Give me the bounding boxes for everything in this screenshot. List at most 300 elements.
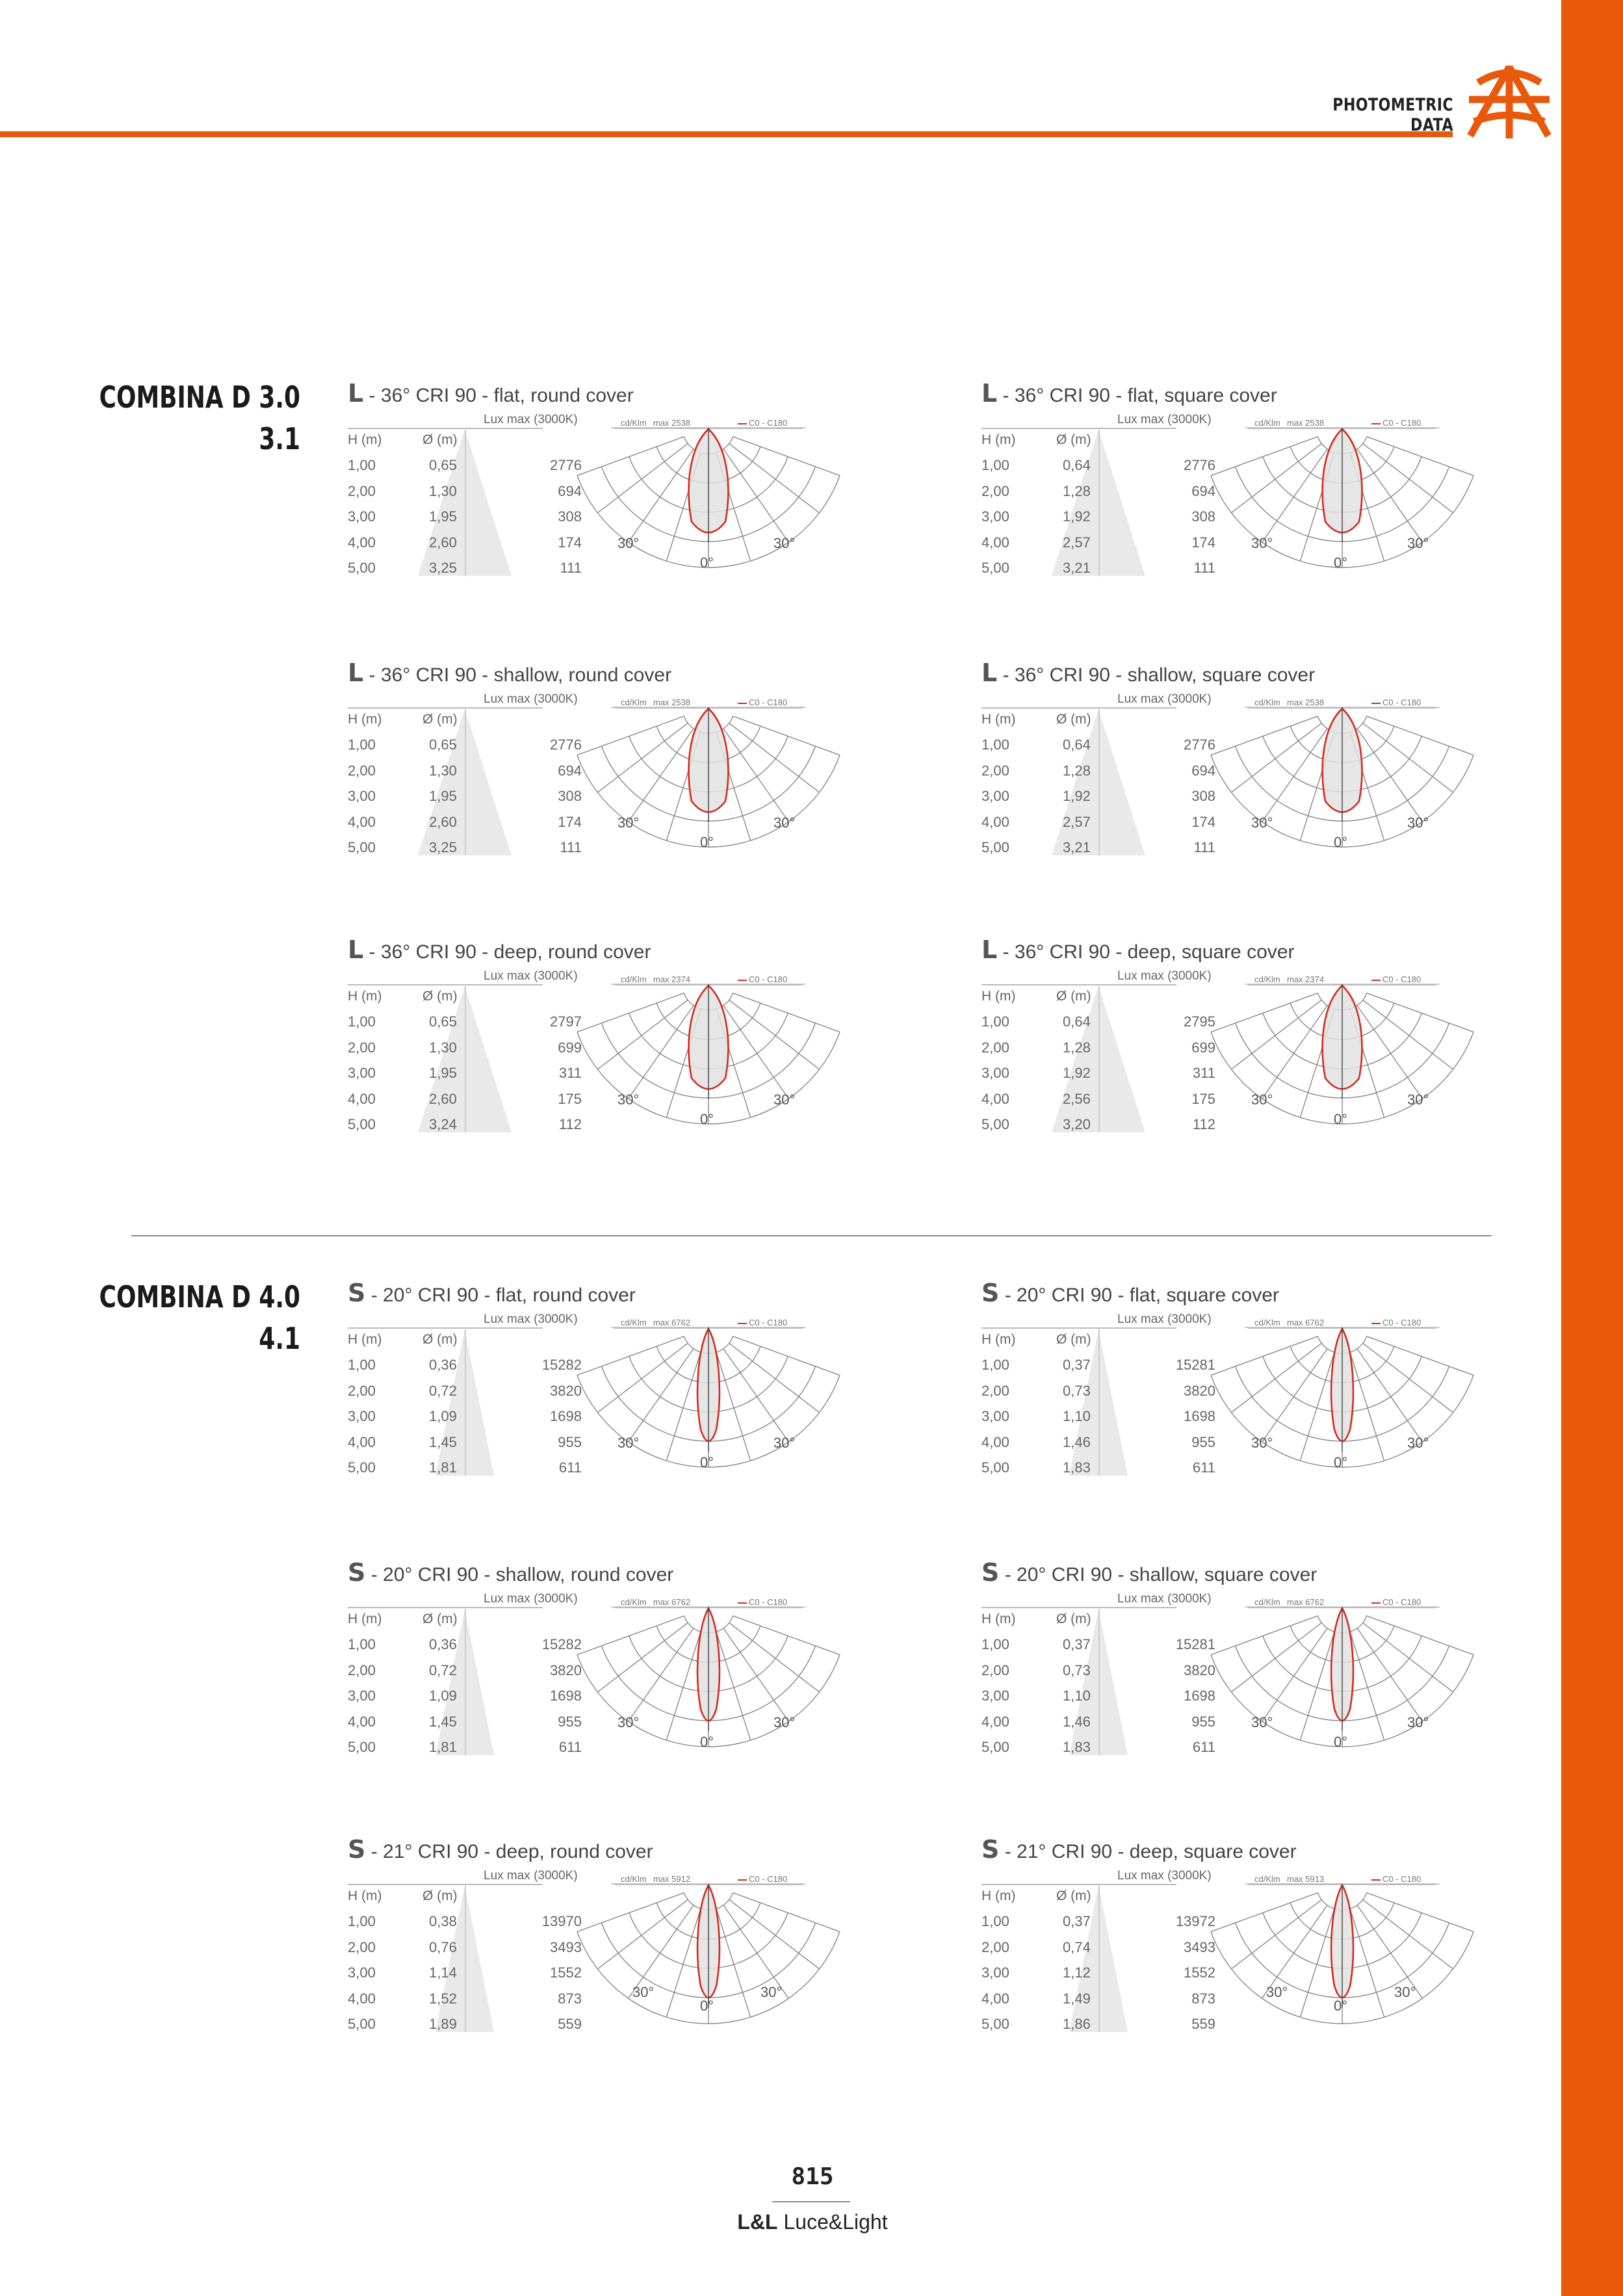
height-value: 4,00 xyxy=(981,1713,1009,1730)
polar-grid-ray xyxy=(1231,723,1321,792)
height-value: 1,00 xyxy=(981,457,1009,473)
table-header-rule xyxy=(981,1327,1176,1329)
col-height-header: H (m) xyxy=(981,1888,1016,1903)
cdklm-label: cd/Klm xyxy=(1254,1318,1280,1327)
cdklm-label: cd/Klm xyxy=(621,418,647,428)
table-row xyxy=(348,1913,582,1938)
height-value: 1,00 xyxy=(348,1636,376,1652)
legend xyxy=(1371,698,1421,707)
polar-grid-ray xyxy=(1357,729,1422,822)
table-row xyxy=(348,1688,582,1713)
polar-grid-ray xyxy=(733,1616,840,1655)
brand-name: Luce&Light xyxy=(777,2210,888,2234)
angle-bottom-label: 0° xyxy=(700,1111,714,1127)
table-row xyxy=(348,839,582,865)
height-value: 4,00 xyxy=(348,1433,376,1450)
lux-value: 694 xyxy=(1191,482,1215,499)
table-header-rule xyxy=(348,707,543,709)
col-diameter-header: Ø (m) xyxy=(1056,1332,1091,1347)
lux-value: 311 xyxy=(1192,1065,1215,1081)
cdklm-label: cd/Klm xyxy=(621,974,647,984)
table-row xyxy=(981,2016,1215,2041)
table-header-rule xyxy=(981,984,1176,985)
height-value: 2,00 xyxy=(981,1938,1009,1955)
height-value: 1,00 xyxy=(981,1357,1009,1373)
legend-label: C0 - C180 xyxy=(749,1597,788,1607)
lux-value: 2776 xyxy=(550,737,582,753)
table-row xyxy=(981,1116,1215,1141)
table-row xyxy=(981,788,1215,813)
legend-line-icon xyxy=(738,1602,747,1604)
panel-title xyxy=(981,379,1277,408)
diameter-value: 0,65 xyxy=(429,1013,457,1030)
angle-bottom-label: 0° xyxy=(700,1998,714,2014)
polar-grid-ray xyxy=(1231,1343,1321,1413)
angle-right-label: 30° xyxy=(1407,1714,1429,1730)
polar-grid-ray xyxy=(597,1899,688,1969)
lux-value: 3820 xyxy=(550,1382,582,1399)
height-value: 1,00 xyxy=(348,1913,376,1929)
lux-value: 955 xyxy=(1191,1713,1215,1730)
col-diameter-header: Ø (m) xyxy=(422,1332,458,1347)
polar-grid-ray xyxy=(1262,449,1327,542)
table-row xyxy=(348,1383,582,1408)
panel-title-text: - 21° CRI 90 - deep, round cover xyxy=(365,1841,653,1862)
height-value: 3,00 xyxy=(981,788,1009,804)
diameter-value: 1,83 xyxy=(1063,1459,1091,1476)
polar-grid-ray xyxy=(629,1349,694,1442)
angle-left-label: 30° xyxy=(617,815,640,831)
lux-value: 174 xyxy=(558,534,582,551)
height-value: 4,00 xyxy=(348,813,376,830)
lux-value: 694 xyxy=(1191,762,1215,779)
height-value: 4,00 xyxy=(348,534,376,551)
angle-bottom-label: 0° xyxy=(1334,554,1348,571)
beam-code: L xyxy=(981,379,998,408)
legend xyxy=(738,698,787,707)
table-row xyxy=(348,1357,582,1382)
diameter-value: 0,73 xyxy=(1063,1382,1091,1399)
photometric-panel xyxy=(348,1835,803,2050)
table-row xyxy=(348,2016,582,2041)
table-header-rule xyxy=(981,428,1176,429)
angle-bottom-label: 0° xyxy=(1334,834,1348,850)
panel-title-text: - 36° CRI 90 - flat, round cover xyxy=(363,385,634,406)
polar-grid-ray xyxy=(1367,437,1474,476)
polar-grid-ray xyxy=(597,1623,688,1692)
max-intensity: max 6762 xyxy=(1287,1318,1325,1327)
diameter-value: 0,65 xyxy=(429,457,457,473)
polar-grid-ray xyxy=(729,723,820,792)
panel-title-text: - 20° CRI 90 - shallow, square cover xyxy=(999,1564,1318,1585)
diameter-value: 1,92 xyxy=(1063,508,1091,525)
cdklm-label: cd/Klm xyxy=(1254,974,1280,984)
legend-label: C0 - C180 xyxy=(1383,1597,1422,1607)
beam-code: S xyxy=(348,1279,366,1307)
max-intensity: max 6762 xyxy=(653,1318,691,1327)
polar-grid-ray xyxy=(577,993,684,1032)
angle-left-label: 30° xyxy=(632,1984,655,2000)
table-row xyxy=(348,1434,582,1459)
col-diameter-header: Ø (m) xyxy=(422,432,458,447)
diameter-value: 1,14 xyxy=(429,1964,457,1981)
lux-value: 15282 xyxy=(541,1357,582,1373)
angle-bottom-label: 0° xyxy=(1334,1998,1348,2014)
polar-grid-ray xyxy=(1363,1343,1453,1413)
table-row xyxy=(348,1459,582,1485)
angle-bottom-label: 0° xyxy=(700,554,714,571)
angle-right-label: 30° xyxy=(1407,1091,1429,1108)
polar-grid-ray xyxy=(1363,1899,1453,1969)
legend-line-icon xyxy=(1371,980,1381,981)
col-diameter-header: Ø (m) xyxy=(422,1611,458,1626)
diameter-value: 2,56 xyxy=(1063,1090,1091,1107)
height-value: 4,00 xyxy=(981,1090,1009,1107)
beam-code: S xyxy=(981,1279,1000,1307)
table-row xyxy=(981,1383,1215,1408)
table-row xyxy=(981,1990,1215,2016)
table-row xyxy=(348,534,582,560)
table-header-rule xyxy=(348,1884,543,1885)
col-height-header: H (m) xyxy=(981,712,1016,727)
height-value: 4,00 xyxy=(981,534,1009,551)
table-row xyxy=(348,1714,582,1739)
lux-value: 1698 xyxy=(1184,1688,1215,1704)
table-row xyxy=(348,763,582,788)
lux-max-header: Lux max (3000K) xyxy=(484,969,578,983)
photometric-panel xyxy=(348,1279,803,1493)
polar-grid-ray xyxy=(1211,993,1318,1032)
polar-grid-ray xyxy=(1367,1337,1474,1376)
diameter-value: 2,57 xyxy=(1063,813,1091,830)
col-diameter-header: Ø (m) xyxy=(422,1888,458,1903)
legend-line-icon xyxy=(738,1879,747,1881)
height-value: 5,00 xyxy=(348,1459,376,1476)
table-row xyxy=(981,737,1215,762)
lux-value: 1698 xyxy=(550,1408,582,1424)
cdklm-label: cd/Klm xyxy=(621,1597,647,1607)
height-value: 4,00 xyxy=(348,1990,376,2007)
angle-bottom-label: 0° xyxy=(700,1454,714,1470)
legend xyxy=(1371,1874,1421,1884)
max-intensity: max 5912 xyxy=(653,1874,691,1884)
polar-grid-ray xyxy=(1262,729,1327,822)
panel-title-text: - 36° CRI 90 - shallow, square cover xyxy=(997,664,1316,686)
lux-max-header: Lux max (3000K) xyxy=(1117,969,1212,983)
height-value: 5,00 xyxy=(348,1116,376,1132)
table-row xyxy=(981,1739,1215,1764)
lux-value: 2797 xyxy=(550,1013,582,1030)
lux-value: 1552 xyxy=(1184,1964,1215,1981)
polar-grid-ray xyxy=(729,443,820,513)
beam-code: L xyxy=(348,935,364,964)
polar-grid-ray xyxy=(1363,1000,1453,1069)
lux-value: 308 xyxy=(558,508,582,525)
panel-title xyxy=(981,1279,1279,1307)
polar-grid-ray xyxy=(729,1899,820,1969)
table-row xyxy=(981,1662,1215,1688)
table-row xyxy=(348,508,582,534)
lux-value: 559 xyxy=(1191,2016,1215,2032)
angle-right-label: 30° xyxy=(1407,1435,1429,1451)
legend xyxy=(1371,418,1421,428)
angle-bottom-label: 0° xyxy=(1334,1111,1348,1127)
height-value: 3,00 xyxy=(981,1408,1009,1424)
legend-label: C0 - C180 xyxy=(1383,698,1422,707)
panel-title-text: - 20° CRI 90 - flat, round cover xyxy=(365,1285,636,1306)
lux-value: 308 xyxy=(1191,788,1215,804)
legend-label: C0 - C180 xyxy=(1383,418,1422,428)
lux-value: 15282 xyxy=(541,1636,582,1652)
angle-right-label: 30° xyxy=(773,1714,796,1730)
height-value: 2,00 xyxy=(981,1039,1009,1056)
cdklm-label: cd/Klm xyxy=(1254,1874,1280,1884)
height-value: 4,00 xyxy=(981,1433,1009,1450)
polar-grid-ray xyxy=(1262,1349,1327,1442)
lux-value: 2776 xyxy=(1184,457,1215,473)
diameter-value: 1,81 xyxy=(429,1459,457,1476)
angle-right-label: 30° xyxy=(773,535,796,551)
height-value: 5,00 xyxy=(981,560,1009,576)
diameter-value: 0,64 xyxy=(1063,1013,1091,1030)
lux-value: 311 xyxy=(558,1065,582,1081)
angle-right-label: 30° xyxy=(773,1435,796,1451)
photometric-panel xyxy=(348,379,803,594)
lux-max-header: Lux max (3000K) xyxy=(1117,1312,1212,1326)
angle-left-label: 30° xyxy=(1251,1714,1273,1730)
page-header-title: PHOTOMETRIC DATA xyxy=(1332,95,1453,135)
height-value: 4,00 xyxy=(981,1990,1009,2007)
col-height-header: H (m) xyxy=(981,989,1016,1004)
polar-grid-ray xyxy=(1357,1006,1422,1099)
polar-grid-ray xyxy=(629,1006,694,1099)
table-row xyxy=(348,1091,582,1116)
height-value: 4,00 xyxy=(981,813,1009,830)
max-intensity: max 6762 xyxy=(1287,1597,1325,1607)
legend-line-icon xyxy=(1371,1602,1381,1604)
cdklm-label: cd/Klm xyxy=(621,1874,647,1884)
table-row xyxy=(981,508,1215,534)
polar-grid-ray xyxy=(629,729,694,822)
table-row xyxy=(348,457,582,482)
angle-bottom-label: 0° xyxy=(1334,1454,1348,1470)
table-row xyxy=(981,1434,1215,1459)
col-diameter-header: Ø (m) xyxy=(1056,1888,1091,1903)
table-header-rule xyxy=(348,984,543,985)
side-accent-bar xyxy=(1561,0,1623,2296)
legend-line-icon xyxy=(738,1323,747,1324)
diameter-value: 1,81 xyxy=(429,1739,457,1755)
diameter-value: 2,60 xyxy=(429,813,457,830)
diameter-value: 0,65 xyxy=(429,737,457,753)
angle-right-label: 30° xyxy=(1394,1984,1416,2000)
max-intensity: max 5913 xyxy=(1287,1874,1325,1884)
table-row xyxy=(981,1357,1215,1382)
height-value: 5,00 xyxy=(348,839,376,855)
polar-grid-ray xyxy=(1367,1893,1474,1932)
height-value: 3,00 xyxy=(981,1964,1009,1981)
diameter-value: 1,95 xyxy=(429,508,457,525)
height-value: 3,00 xyxy=(981,1065,1009,1081)
legend xyxy=(738,1597,787,1607)
diameter-value: 0,72 xyxy=(429,1662,457,1678)
angle-left-label: 30° xyxy=(617,535,640,551)
height-value: 5,00 xyxy=(348,2016,376,2032)
diameter-value: 1,28 xyxy=(1063,482,1091,499)
beam-code: L xyxy=(981,935,998,964)
table-row xyxy=(348,1739,582,1764)
legend-label: C0 - C180 xyxy=(1383,1874,1422,1884)
diameter-value: 1,83 xyxy=(1063,1739,1091,1755)
table-row xyxy=(348,1990,582,2016)
angle-left-label: 30° xyxy=(617,1435,640,1451)
legend xyxy=(738,418,787,428)
height-value: 3,00 xyxy=(348,788,376,804)
table-row xyxy=(348,560,582,585)
angle-right-label: 30° xyxy=(1407,815,1429,831)
lux-value: 873 xyxy=(1191,1990,1215,2007)
diameter-value: 1,92 xyxy=(1063,788,1091,804)
polar-grid-ray xyxy=(577,1893,684,1932)
brand-initials: L&L xyxy=(737,2210,778,2234)
panel-title xyxy=(981,1558,1317,1587)
legend xyxy=(738,1874,787,1884)
polar-grid-ray xyxy=(577,1337,684,1376)
cdklm-label: cd/Klm xyxy=(621,698,647,707)
lux-value: 111 xyxy=(560,560,582,576)
height-value: 3,00 xyxy=(348,1964,376,1981)
max-intensity: max 2374 xyxy=(1287,974,1325,984)
table-header-rule xyxy=(348,428,543,429)
height-value: 1,00 xyxy=(348,737,376,753)
footer-rule xyxy=(772,2201,850,2202)
polar-grid-ray xyxy=(733,437,840,476)
height-value: 1,00 xyxy=(348,1013,376,1030)
lux-value: 559 xyxy=(558,2016,582,2032)
diameter-value: 1,95 xyxy=(429,788,457,804)
panel-title xyxy=(981,935,1294,964)
lux-value: 873 xyxy=(558,1990,582,2007)
lux-value: 694 xyxy=(558,762,582,779)
table-row xyxy=(981,1964,1215,1990)
panel-title xyxy=(348,1835,653,1864)
lux-value: 2795 xyxy=(1184,1013,1215,1030)
lux-value: 174 xyxy=(1191,534,1215,551)
legend xyxy=(738,974,787,984)
lux-value: 111 xyxy=(1193,839,1215,855)
col-diameter-header: Ø (m) xyxy=(1056,989,1091,1004)
beam-code: S xyxy=(981,1835,1000,1864)
legend-line-icon xyxy=(1371,423,1381,424)
panel-title xyxy=(348,379,634,408)
photometric-panel xyxy=(981,659,1436,873)
angle-left-label: 30° xyxy=(617,1091,640,1108)
diameter-value: 2,60 xyxy=(429,1090,457,1107)
angle-left-label: 30° xyxy=(1266,1984,1288,2000)
polar-grid-ray xyxy=(1211,1337,1318,1376)
height-value: 3,00 xyxy=(348,1065,376,1081)
polar-grid-ray xyxy=(723,449,788,542)
section-title xyxy=(97,376,300,460)
legend xyxy=(1371,1597,1421,1607)
col-diameter-header: Ø (m) xyxy=(1056,712,1091,727)
table-header-rule xyxy=(348,1327,543,1329)
lux-value: 955 xyxy=(1191,1433,1215,1450)
table-row xyxy=(348,1408,582,1433)
table-row xyxy=(981,560,1215,585)
polar-grid-ray xyxy=(1231,443,1321,513)
lux-max-header: Lux max (3000K) xyxy=(1117,1592,1212,1606)
col-height-header: H (m) xyxy=(348,1888,382,1903)
polar-grid-ray xyxy=(723,1006,788,1099)
polar-grid-ray xyxy=(1211,1893,1318,1932)
legend-label: C0 - C180 xyxy=(1383,1318,1422,1327)
table-row xyxy=(981,1408,1215,1433)
legend-label: C0 - C180 xyxy=(749,974,788,984)
table-header-rule xyxy=(981,707,1176,709)
lux-value: 111 xyxy=(560,839,582,855)
col-height-header: H (m) xyxy=(981,432,1016,447)
lux-value: 1698 xyxy=(1184,1408,1215,1424)
table-row xyxy=(981,1091,1215,1116)
legend-label: C0 - C180 xyxy=(749,418,788,428)
diameter-value: 0,64 xyxy=(1063,457,1091,473)
cdklm-label: cd/Klm xyxy=(1254,1597,1280,1607)
legend xyxy=(1371,974,1421,984)
lux-value: 611 xyxy=(1192,1459,1215,1476)
lux-value: 3493 xyxy=(1184,1938,1215,1955)
polar-grid-ray xyxy=(629,1628,694,1721)
max-intensity: max 2538 xyxy=(653,418,691,428)
col-diameter-header: Ø (m) xyxy=(1056,432,1091,447)
height-value: 3,00 xyxy=(348,1408,376,1424)
col-height-header: H (m) xyxy=(348,432,382,447)
angle-bottom-label: 0° xyxy=(700,1734,714,1750)
table-row xyxy=(981,534,1215,560)
panel-title-text: - 36° CRI 90 - deep, round cover xyxy=(363,941,651,963)
height-value: 3,00 xyxy=(981,1688,1009,1704)
height-value: 5,00 xyxy=(981,839,1009,855)
polar-grid-ray xyxy=(597,723,688,792)
height-value: 4,00 xyxy=(348,1713,376,1730)
diameter-value: 0,64 xyxy=(1063,737,1091,753)
lux-value: 1552 xyxy=(550,1964,582,1981)
polar-grid-ray xyxy=(1231,1623,1321,1692)
table-row xyxy=(981,839,1215,865)
polar-grid-ray xyxy=(1367,993,1474,1032)
height-value: 5,00 xyxy=(348,560,376,576)
table-row xyxy=(348,1662,582,1688)
lux-value: 111 xyxy=(1193,560,1215,576)
polar-grid-ray xyxy=(729,1343,820,1413)
polar-grid-ray xyxy=(723,1349,788,1442)
lux-value: 699 xyxy=(1191,1039,1215,1056)
legend-line-icon xyxy=(738,980,747,981)
height-value: 1,00 xyxy=(981,1636,1009,1652)
diameter-value: 1,86 xyxy=(1063,2016,1091,2032)
diameter-value: 1,30 xyxy=(429,762,457,779)
angle-right-label: 30° xyxy=(760,1984,783,2000)
polar-grid-ray xyxy=(1367,716,1474,755)
angle-right-label: 30° xyxy=(1407,535,1429,551)
table-row xyxy=(348,814,582,839)
panel-title xyxy=(981,1835,1297,1864)
height-value: 2,00 xyxy=(981,1662,1009,1678)
lux-value: 13970 xyxy=(541,1913,582,1929)
table-header-rule xyxy=(981,1607,1176,1608)
col-diameter-header: Ø (m) xyxy=(1056,1611,1091,1626)
panel-title xyxy=(348,1279,636,1307)
